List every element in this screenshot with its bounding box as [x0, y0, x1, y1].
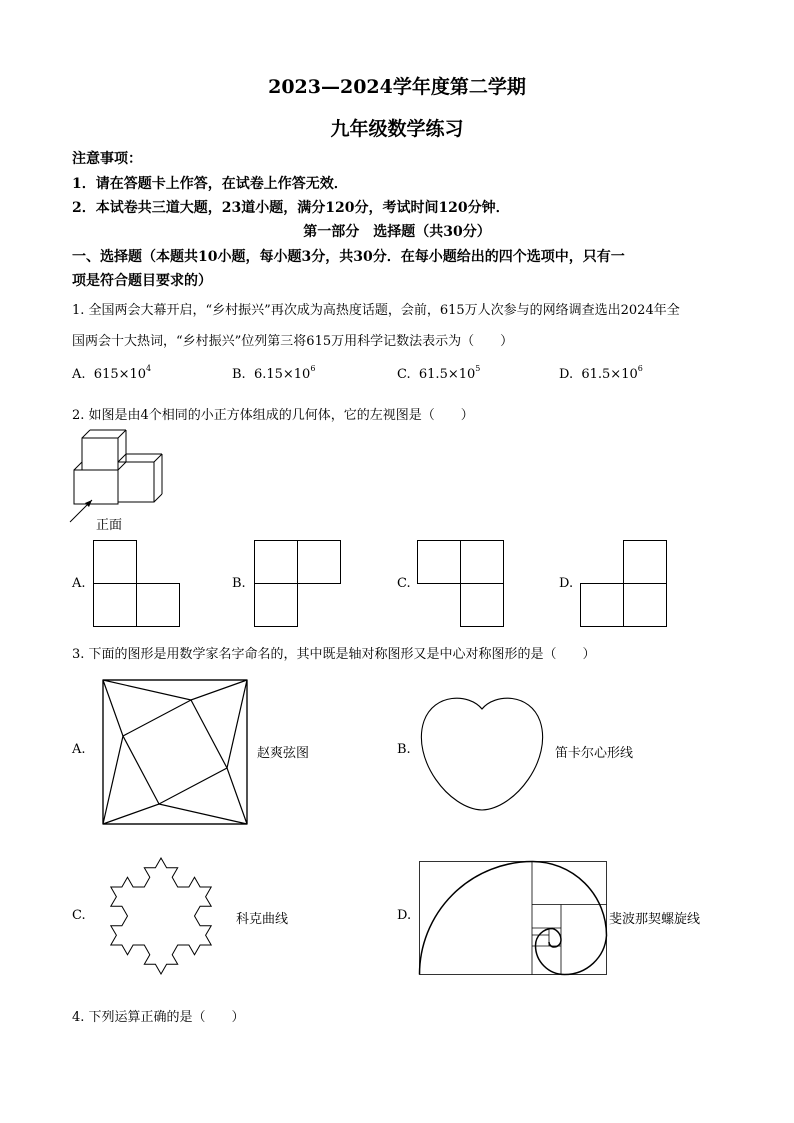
q2-option-d-label[interactable]: D.: [559, 576, 574, 591]
q1-option-a[interactable]: A. $615\times 10^4$: [72, 364, 152, 382]
q1-option-b[interactable]: B. $6.15\times 10^6$: [232, 364, 316, 382]
q3-option-d-name: 斐波那契螺旋线: [609, 912, 701, 927]
part1-heading: 第一部分 选择题（共30分）: [303, 224, 491, 240]
cube-solid-figure: [66, 426, 166, 526]
zhao-shuang-figure[interactable]: [102, 679, 248, 825]
q2-option-c-figure[interactable]: [417, 540, 504, 627]
section1-line2: 项是符合题目要求的）: [72, 273, 212, 289]
q3-option-a-name: 赵爽弦图: [257, 746, 310, 761]
q4-text: 4. 下列运算正确的是（ ）: [72, 1010, 245, 1025]
notice-item-1: 1．请在答题卡上作答，在试卷上作答无效．: [72, 176, 348, 192]
q2-text: 2. 如图是由4个相同的小正方体组成的几何体，它的左视图是（ ）: [72, 408, 474, 423]
q2-option-d-figure[interactable]: [580, 540, 667, 627]
fibonacci-spiral-figure[interactable]: [419, 861, 607, 975]
q3-option-d-label[interactable]: D.: [397, 908, 412, 923]
q3-text: 3. 下面的图形是用数学家名字命名的，其中既是轴对称图形又是中心对称图形的是（ ）: [72, 647, 596, 662]
q3-option-b-name: 笛卡尔心形线: [555, 746, 634, 761]
q3-option-c-label[interactable]: C.: [72, 908, 86, 923]
front-label: 正面: [96, 518, 123, 533]
q3-option-c-name: 科克曲线: [236, 912, 289, 927]
q1-line2: 国两会十大热词，“乡村振兴”位列第三将615万用科学记数法表示为（ ）: [72, 334, 514, 349]
q2-option-b-figure[interactable]: [254, 540, 341, 627]
q2-option-a-label[interactable]: A.: [72, 576, 86, 591]
koch-snowflake-figure[interactable]: [94, 842, 228, 984]
exam-title: 2023—2024学年度第二学期: [268, 76, 526, 98]
exam-subtitle: 九年级数学练习: [330, 118, 464, 140]
q1-line1: 1. 全国两会大幕开启，“乡村振兴”再次成为高热度话题，会前，615万人次参与的网络调查选出2024年全: [72, 303, 680, 318]
q1-option-c[interactable]: C. $61.5\times 10^5$: [397, 364, 481, 382]
cardioid-figure[interactable]: [419, 691, 545, 811]
notice-heading: 注意事项：: [72, 151, 142, 167]
q1-option-d[interactable]: D. $61.5\times 10^6$: [559, 364, 643, 382]
q3-option-a-label[interactable]: A.: [72, 742, 86, 757]
q3-option-b-label[interactable]: B.: [397, 742, 411, 757]
section1-line1: 一、选择题（本题共10小题，每小题3分，共30分．在每小题给出的四个选项中，只有一: [72, 249, 625, 265]
q2-option-a-figure[interactable]: [93, 540, 180, 627]
q2-option-c-label[interactable]: C.: [397, 576, 411, 591]
q2-option-b-label[interactable]: B.: [232, 576, 246, 591]
notice-item-2: 2．本试卷共三道大题，23道小题，满分120分，考试时间120分钟．: [72, 200, 510, 216]
